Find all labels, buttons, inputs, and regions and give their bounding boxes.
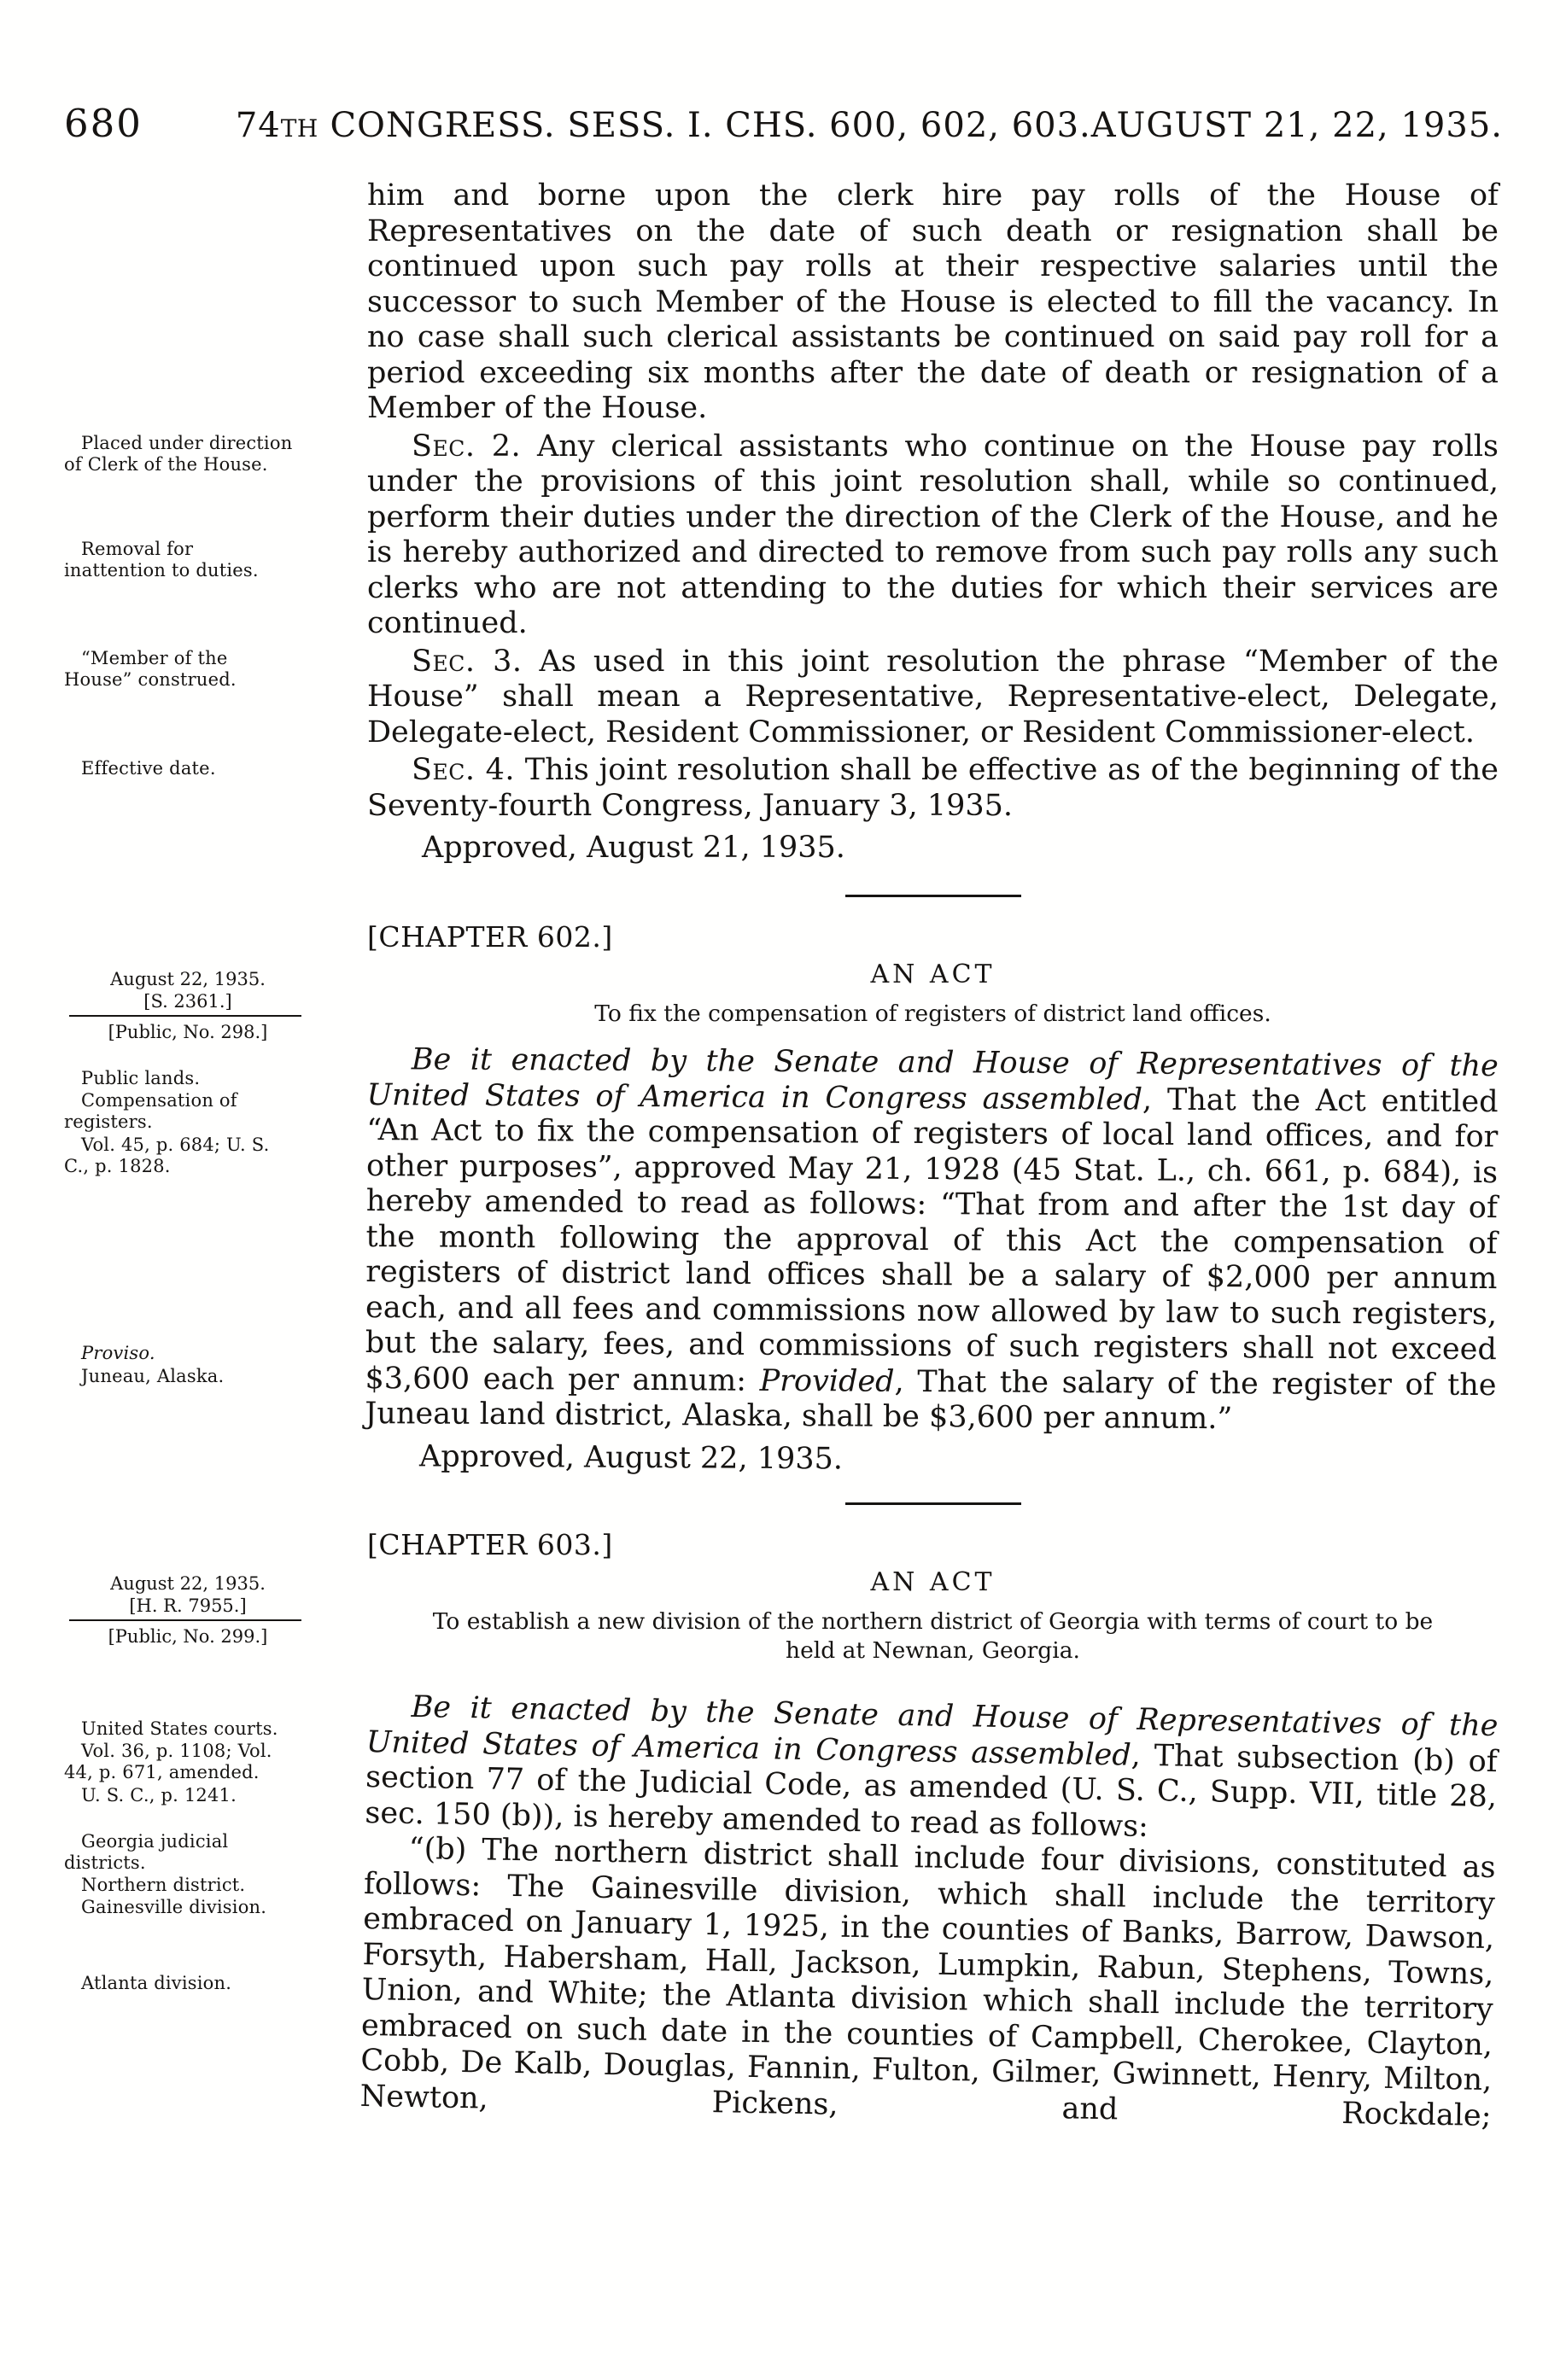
- ch602-margin-head: [81, 968, 295, 1043]
- ch602-heading-row: [64, 919, 1503, 1042]
- congress-ordinal: TH: [280, 114, 318, 143]
- ch602-body-paragraph: [365, 1042, 1499, 1439]
- running-head-date: AUGUST 21, 22, 1935.: [1090, 106, 1503, 145]
- margin-note-northern-district: Northern district.: [81, 1874, 246, 1895]
- ch603-margin-date: August 22, 1935.: [110, 1572, 266, 1594]
- ch602-body-text-1: , That the Act entitled “An Act to fix the compensation of registers of local land offices, and for other purposes”, approved May 21, 1928 (45 Stat. L., ch. 661, p. 684), is hereby amended to read as follows: “That from and after the 1st day of the month following the approval of this Act the compensation of registers of district land offices shall be a salary of $2,000 per annum each, and all fees and commissions now allowed by law to such registers, but the salary, fees, and commissions of such registers shall not exceed $3,600 each per annum:: [365, 1082, 1499, 1397]
- sec3-label: Sec. 3.: [412, 644, 523, 679]
- ch602-margin-bill: [S. 2361.]: [143, 990, 232, 1012]
- ch602-proviso-word: Provided: [759, 1362, 895, 1398]
- margin-note-us-courts: United States courts.: [81, 1718, 278, 1739]
- section-divider-rule: [845, 895, 1021, 897]
- ch603-act-title: To establish a new division of the northern district of Georgia with terms of court to be held at Newnan, Georgia.: [432, 1607, 1434, 1664]
- divider-row-1: [64, 866, 1503, 920]
- ch602-act-title: To fix the compensation of registers of district land offices.: [594, 1000, 1271, 1027]
- jr600-sec3-paragraph: [367, 645, 1499, 751]
- sec2-text: Any clerical assistants who continue on the House pay rolls under the provisions of this joint resolution shall, while so continued, perform their duties under the direction of the Clerk of the House, and he is hereby authorized and directed to remove from such pay rolls any such clerks who are not attending to the duties for which their services are continued.: [367, 429, 1499, 640]
- ch603-an-act: AN ACT: [870, 1566, 996, 1597]
- jr600-sec4-row: [64, 753, 1503, 824]
- jr600-sec2-paragraph: [367, 429, 1499, 642]
- sec2-label: Sec. 2.: [412, 429, 522, 464]
- margin-column: [64, 753, 346, 824]
- ch603-body-text-1: , That subsection (b) of section 77 of the Judicial Code, as amended (U. S. C., Supp. VII, title 28, sec. 150 (b)), is hereby amended to read as follows:: [365, 1737, 1499, 1843]
- sec4-text: This joint resolution shall be effective as of the beginning of the Seventy-fourth Congress, January 3, 1935.: [367, 753, 1499, 823]
- ch603-enacting-paragraph: [365, 1689, 1499, 1851]
- margin-note-public-lands: Public lands.: [81, 1067, 201, 1088]
- jr600-sec3-row: [64, 645, 1503, 751]
- sec3-text: As used in this joint resolution the phrase “Member of the House” shall mean a Representative, Representative-elect, Delegate, Delegate-elect, Resident Commissioner, or Resident Commissioner-elect.: [367, 644, 1499, 750]
- ch602-an-act: AN ACT: [870, 959, 996, 989]
- ch603-margin-head: [81, 1572, 295, 1648]
- ch603-chapter-label: [CHAPTER 603.]: [367, 1527, 613, 1561]
- margin-note-juneau-alaska: Juneau, Alaska.: [81, 1365, 225, 1386]
- ch603-heading-row: [64, 1528, 1503, 1665]
- margin-note-usc-1241: U. S. C., p. 1241.: [81, 1784, 237, 1805]
- margin-column: [64, 429, 346, 642]
- margin-column: [64, 178, 346, 427]
- margin-note-member-construed: “Member of the House” construed.: [64, 647, 237, 690]
- ch603-enacting-clause: Be it enacted by the Senate and House of Representatives of the United States of America in Congress assembled: [365, 1689, 1499, 1772]
- margin-note-georgia-districts: Georgia judicial districts.: [64, 1830, 229, 1873]
- page-number: 680: [64, 101, 143, 146]
- margin-note-vol-45: Vol. 45, p. 684; U. S. C., p. 1828.: [64, 1134, 270, 1176]
- jr600-sec2-row: [64, 429, 1503, 642]
- ch602-body-row: [64, 1042, 1503, 1474]
- ch603-margin-bill: [H. R. 7955.]: [129, 1595, 247, 1616]
- margin-note-compensation-registers: Compensation of registers.: [64, 1089, 237, 1132]
- ch602-enacting-clause: Be it enacted by the Senate and House of Representatives of the United States of America in Congress assembled: [366, 1041, 1499, 1117]
- margin-note-proviso: Proviso.: [81, 1342, 155, 1363]
- sec4-label: Sec. 4.: [412, 753, 516, 787]
- ch602-margin-public-no: [Public, No. 298.]: [108, 1021, 268, 1042]
- margin-note-gainesville-division: Gainesville division.: [81, 1896, 267, 1917]
- margin-column: [64, 1528, 346, 1665]
- margin-rule: [69, 1619, 301, 1621]
- margin-note-atlanta-division: Atlanta division.: [81, 1972, 232, 1993]
- jr600-sec4-paragraph: [367, 753, 1499, 824]
- jr600-continuation-paragraph: him and borne upon the clerk hire pay rolls of the House of Representatives on the date of such death or resignation shall be continued upon such pay rolls at their respective salaries until the successor to such Member of the House is elected to fill the vacancy. In no case shall such clerical assistants be continued on said pay roll for a period exceeding six months after the date of death or resignation of a Member of the House.: [367, 178, 1499, 425]
- margin-column: [64, 1042, 346, 1474]
- session-chapters: CONGRESS. SESS. I. CHS. 600, 602, 603.: [318, 106, 1091, 145]
- margin-column: [64, 645, 346, 751]
- margin-column: [64, 1689, 346, 2115]
- section-divider-rule: [845, 1502, 1021, 1505]
- margin-column: [64, 920, 346, 1042]
- jr600-approved-line: Approved, August 21, 1935.: [422, 831, 845, 865]
- margin-note-vol-36: Vol. 36, p. 1108; Vol. 44, p. 671, amended.: [64, 1740, 272, 1782]
- jr600-approved-row: [64, 824, 1503, 866]
- ch603-body-row: [64, 1689, 1503, 2133]
- margin-note-effective-date: Effective date.: [81, 758, 216, 779]
- margin-note-removal-inattention: Removal for inattention to duties.: [64, 538, 259, 580]
- jr600-continuation-row: [64, 178, 1503, 427]
- divider-row-2: [64, 1474, 1503, 1528]
- ch602-margin-date: August 22, 1935.: [110, 968, 266, 989]
- ch602-approved-line: Approved, August 22, 1935.: [418, 1438, 844, 1476]
- ch603-margin-public-no: [Public, No. 299.]: [108, 1625, 268, 1647]
- running-head: [64, 101, 1503, 146]
- ch602-body-text-2: , That the salary of the register of the Juneau land district, Alaska, shall be $3,600 per annum.”: [365, 1363, 1497, 1436]
- margin-rule: [69, 1015, 301, 1017]
- ch603-subsection-b-paragraph: “(b) The northern district shall include four divisions, constituted as follows: The Gainesville division, which shall include the territory embraced on January 1, 1925, in the counties of Banks, Barrow, Dawson, Forsyth, Habersham, Hall, Jackson, Lumpkin, Rabun, Stephens, Towns, Union, and White; the Atlanta division which shall include the territory embraced on such date in the counties of Campbell, Cherokee, Clayton, Cobb, De Kalb, Douglas, Fannin, Fulton, Gilmer, Gwinnett, Henry, Milton, Newton, Pickens, and Rockdale;: [359, 1831, 1496, 2133]
- congress-number: 74: [235, 106, 281, 145]
- margin-note-placed-under-direction: Placed under direction of Clerk of the House.: [64, 432, 293, 475]
- ch602-chapter-label: [CHAPTER 602.]: [367, 919, 613, 954]
- running-head-title: [236, 106, 1091, 145]
